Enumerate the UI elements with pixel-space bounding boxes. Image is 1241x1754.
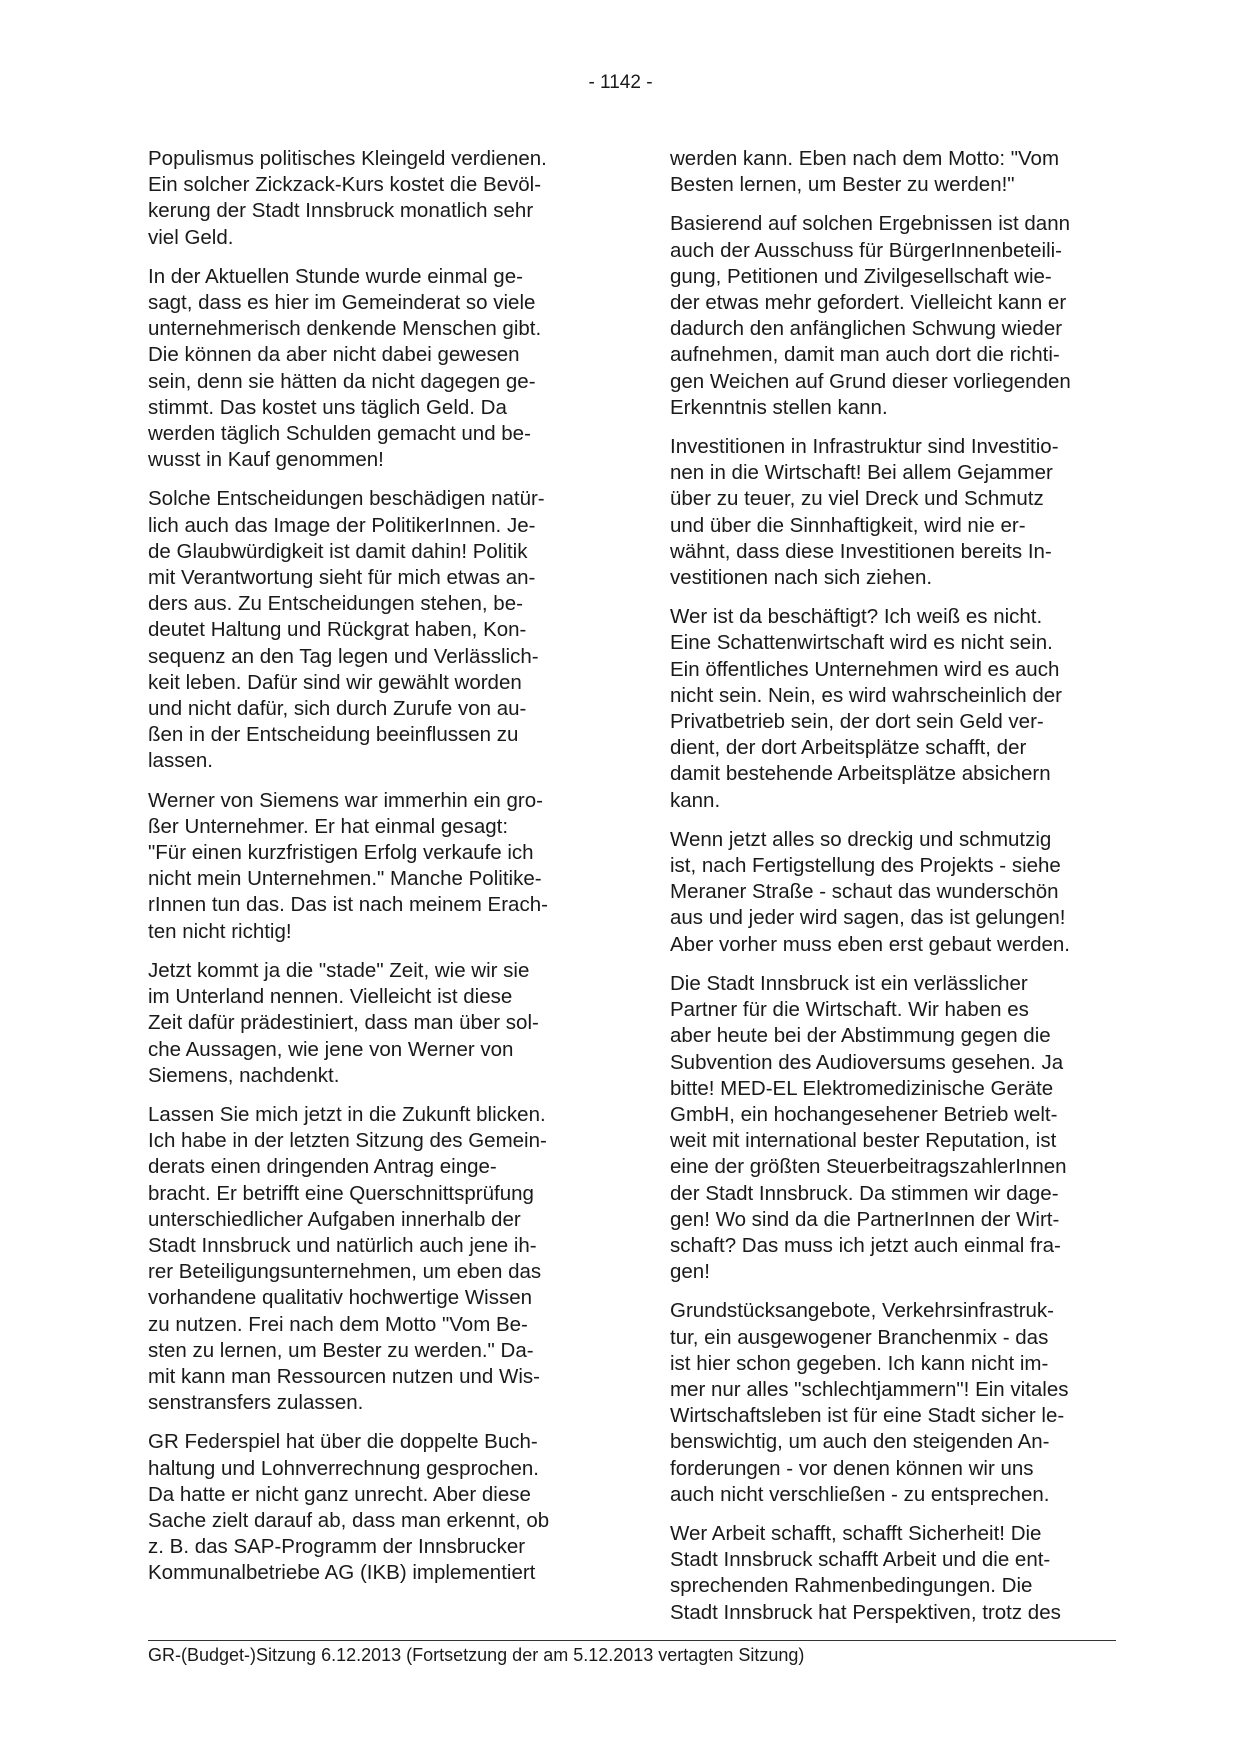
footer-divider	[148, 1640, 1116, 1641]
paragraph: Grundstücksangebote, Verkehrsinfrastruk- tur, ein ausgewogener Branchenmix - das ist hier schon gegeben. Ich kann nicht im- mer nur alles "schlechtjammern"! Ein vitales Wirtschaftsleben ist für eine Stadt sicher le- benswichtig, um auch den steigenden An- forderungen - vor denen können wir uns auch nicht verschließen - zu entsprechen.	[670, 1299, 1069, 1506]
paragraph: Die Stadt Innsbruck ist ein verlässlicher Partner für die Wirtschaft. Wir haben es aber heute bei der Abstimmung gegen die Subvention des Audioversums gesehen. Ja bitte! MED-EL Elektromedizinische Geräte GmbH, ein hochangesehener Betrieb welt- weit mit international bester Reputation, ist eine der größten SteuerbeitragszahlerInnen der Stadt Innsbruck. Da stimmen wir dage- gen! Wo sind da die PartnerInnen der Wirt- schaft? Das muss ich jetzt auch einmal fra- gen!	[670, 971, 1067, 1284]
page-number: - 1142 -	[588, 72, 653, 93]
paragraph: Wer Arbeit schafft, schafft Sicherheit! Die Stadt Innsbruck schafft Arbeit und die ent- sprechenden Rahmenbedingungen. Die Stadt Innsbruck hat Perspektiven, trotz des	[670, 1521, 1061, 1624]
paragraph: Werner von Siemens war immerhin ein gro- ßer Unternehmer. Er hat einmal gesagt: "Für einen kurzfristigen Erfolg verkaufe ich nicht mein Unternehmen." Manche Politike- rInnen tun das. Das ist nach meinem Erach- ten nicht richtig!	[148, 788, 548, 943]
paragraph: Wer ist da beschäftigt? Ich weiß es nicht. Eine Schattenwirtschaft wird es nicht sein. Ein öffentliches Unternehmen wird es auch nicht sein. Nein, es wird wahrscheinlich der Privatbetrieb sein, der dort sein Geld ver- dient, der dort Arbeitsplätze schafft, der damit bestehende Arbeitsplätze absichern kann.	[670, 605, 1062, 812]
paragraph: GR Federspiel hat über die doppelte Buch- haltung und Lohnverrechnung gesprochen. Da hatte er nicht ganz unrecht. Aber diese Sache zielt darauf ab, dass man erkennt, ob z. B. das SAP-Programm der Innsbrucker Kommunalbetriebe AG (IKB) implementiert	[148, 1430, 550, 1585]
paragraph: Basierend auf solchen Ergebnissen ist dann auch der Ausschuss für BürgerInnenbeteili- gung, Petitionen und Zivilgesellschaft wie- der etwas mehr gefordert. Vielleicht kann er dadurch den anfänglichen Schwung wieder aufnehmen, damit man auch dort die richti- gen Weichen auf Grund dieser vorliegenden Erkenntnis stellen kann.	[670, 212, 1071, 419]
paragraph: Investitionen in Infrastruktur sind Investitio- nen in die Wirtschaft! Bei allem Gejammer über zu teuer, zu viel Dreck und Schmutz und über die Sinnhaftigkeit, wird nie er- wähnt, dass diese Investitionen bereits In- vestitionen nach sich ziehen.	[670, 435, 1059, 590]
paragraph: werden kann. Eben nach dem Motto: "Vom Besten lernen, um Bester zu werden!"	[670, 147, 1060, 197]
paragraph: In der Aktuellen Stunde wurde einmal ge- sagt, dass es hier im Gemeinderat so viele unternehmerisch denkende Menschen gibt. Die können da aber nicht dabei gewesen sein, denn sie hätten da nicht dagegen ge- stimmt. Das kostet uns täglich Geld. Da werden täglich Schulden gemacht und be- wusst in Kauf genommen!	[148, 264, 542, 472]
footer-text: GR-(Budget-)Sitzung 6.12.2013 (Fortsetzung der am 5.12.2013 vertagten Sitzung)	[148, 1645, 805, 1665]
paragraph: Populismus politisches Kleingeld verdienen. Ein solcher Zickzack-Kurs kostet die Bevöl- kerung der Stadt Innsbruck monatlich sehr viel Geld.	[148, 147, 547, 249]
paragraph: Solche Entscheidungen beschädigen natür- lich auch das Image der PolitikerInnen. Je- de Glaubwürdigkeit ist damit dahin! Politik mit Verantwortung sieht für mich etwas an- ders aus. Zu Entscheidungen stehen, be- deutet Haltung und Rückgrat haben, Kon- sequenz an den Tag legen und Verlässlich- keit leben. Dafür sind wir gewählt worden und nicht dafür, sich durch Zurufe von au- ßen in der Entscheidung beeinflussen zu lassen.	[148, 487, 545, 773]
paragraph: Wenn jetzt alles so dreckig und schmutzig ist, nach Fertigstellung des Projekts - siehe Meraner Straße - schaut das wunderschön aus und jeder wird sagen, das ist gelungen! Aber vorher muss eben erst gebaut werden.	[670, 827, 1070, 956]
left-column	[148, 146, 593, 1600]
paragraph: Jetzt kommt ja die "stade" Zeit, wie wir sie im Unterland nennen. Vielleicht ist diese Zeit dafür prädestiniert, dass man über sol- che Aussagen, wie jene von Werner von Siemens, nachdenkt.	[148, 958, 539, 1087]
paragraph: Lassen Sie mich jetzt in die Zukunft blicken. Ich habe in der letzten Sitzung des Gemein- derats einen dringenden Antrag einge- bracht. Er betrifft eine Querschnittsprüfung unterschiedlicher Aufgaben innerhalb der Stadt Innsbruck und natürlich auch jene ih- rer Beteiligungsunternehmen, um eben das vorhandene qualitativ hochwertige Wissen zu nutzen. Frei nach dem Motto "Vom Be- sten zu lernen, um Bester zu werden." Da- mit kann man Ressourcen nutzen und Wis- senstransfers zulassen.	[148, 1102, 547, 1415]
right-column	[670, 146, 1115, 1639]
